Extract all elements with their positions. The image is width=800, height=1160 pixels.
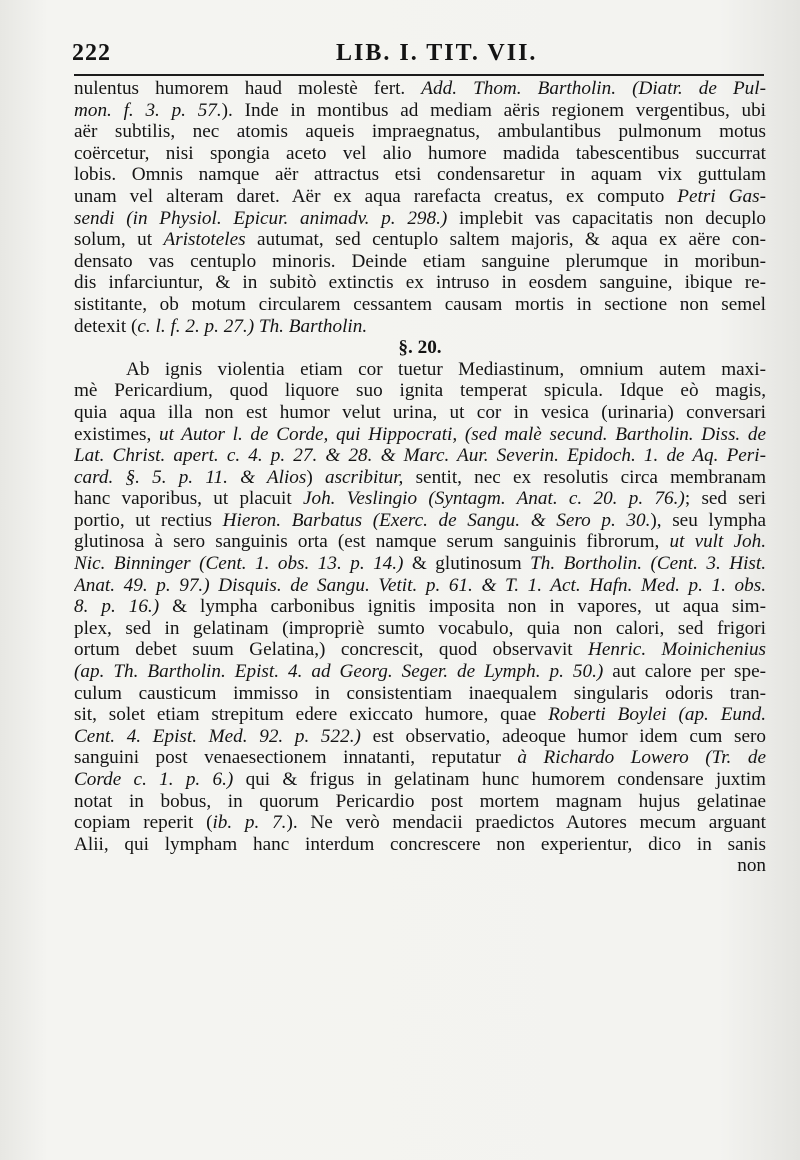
text-line bbox=[74, 812, 766, 834]
text-line bbox=[74, 704, 766, 726]
text-line bbox=[74, 834, 766, 856]
text-line bbox=[74, 618, 766, 640]
text-line bbox=[74, 747, 766, 769]
text-run: §. 20. bbox=[398, 337, 442, 359]
text-line bbox=[74, 164, 766, 186]
text-run: unam vel alteram daret. Aër ex aqua rarefacta creatus, ex computo bbox=[74, 185, 678, 207]
italic-run: ib. p. 7. bbox=[212, 812, 287, 834]
text-line bbox=[74, 488, 766, 510]
italic-run: Henric. Moinichenius bbox=[588, 639, 766, 661]
italic-run: Cent. 4. Epist. Med. 92. p. 522.) bbox=[74, 725, 361, 747]
italic-run: (ap. Th. Bartholin. Epist. 4. ad Georg. Seger. de Lymph. p. 50.) bbox=[74, 661, 604, 683]
italic-run: ut vult Joh. bbox=[669, 531, 766, 553]
text-run: sit, solet etiam strepitum edere exiccato humore, quae bbox=[74, 704, 549, 726]
italic-run: Anat. 49. p. 97.) Disquis. de Sangu. Vetit. p. 61. & T. 1. Act. Hafn. Med. p. 1. obs. bbox=[74, 574, 766, 596]
italic-run: Roberti Boylei (ap. Eund. bbox=[548, 704, 766, 726]
text-line bbox=[74, 445, 766, 467]
text-run: solum, ut bbox=[74, 229, 164, 251]
text-run: mè Pericardium, quod liquore suo ignita temperat spicula. Idque eò magis, bbox=[74, 380, 766, 402]
italic-run: Aristoteles bbox=[163, 229, 246, 251]
text-run: existimes, bbox=[74, 423, 159, 445]
text-run: & lympha carbonibus ignitis imposita non in vapores, ut aqua sim- bbox=[159, 596, 766, 618]
text-run: ) bbox=[306, 466, 325, 488]
italic-run: c. l. f. 2. p. 27.) Th. Bartholin. bbox=[137, 315, 368, 337]
text-run: Alii, qui lympham hanc interdum concrescere non experientur, dico in sanis bbox=[74, 833, 766, 855]
page-header bbox=[72, 34, 762, 74]
text-run: aër subtilis, nec atomis aqueis impraegnatus, ambulantibus pulmonum motus bbox=[74, 121, 766, 143]
italic-run: Hieron. Barbatus (Exerc. de Sangu. & Sero p. 30. bbox=[222, 509, 651, 531]
text-line bbox=[74, 661, 766, 683]
text-run: sistitante, ob motum circularem cessantem causam mortis in sectione non semel bbox=[74, 293, 766, 315]
text-line bbox=[74, 553, 766, 575]
text-line bbox=[74, 251, 766, 273]
text-run: aut calore per spe- bbox=[603, 661, 766, 683]
text-line bbox=[74, 726, 766, 748]
text-line bbox=[74, 424, 766, 446]
text-run: culum causticum immisso in consistentiam inaequalem singularis odoris tran- bbox=[74, 682, 766, 704]
text-line bbox=[74, 467, 766, 489]
italic-run: à Richardo Lowero (Tr. de bbox=[517, 747, 766, 769]
text-run: dis infarciuntur, & in subitò extinctis ex intruso in eosdem sanguine, ibique re- bbox=[74, 272, 766, 294]
text-run: plex, sed in gelatinam (impropriè sumto vocabulo, quia non calori, sed frigori bbox=[74, 617, 766, 639]
text-run: qui & frigus in gelatinam hunc humorem condensare juxtim bbox=[233, 769, 766, 790]
text-line bbox=[74, 78, 766, 100]
text-line bbox=[74, 294, 766, 316]
header-rule bbox=[74, 74, 764, 76]
text-line bbox=[74, 143, 766, 165]
italic-run: 8. p. 16.) bbox=[74, 596, 160, 618]
text-run: ). Ne verò mendacii praedictos Autores mecum arguant bbox=[286, 812, 766, 834]
text-run: ), seu lympha bbox=[650, 509, 766, 531]
text-line bbox=[74, 272, 766, 294]
italic-run: Joh. Veslingio (Syntagm. Anat. c. 20. p. 76.) bbox=[302, 488, 685, 510]
text-line bbox=[74, 229, 766, 251]
text-run: est observatio, adeoque humor idem cum sero bbox=[360, 725, 766, 747]
text-run: Ab ignis violentia etiam cor tuetur Mediastinum, omnium autem maxi- bbox=[126, 358, 766, 380]
text-run: sentit, nec ex resolutis circa membranam bbox=[403, 466, 766, 488]
text-line bbox=[74, 596, 766, 618]
italic-run: Petri Gas- bbox=[677, 185, 766, 207]
italic-run: Th. Bortholin. (Cent. 3. Hist. bbox=[530, 553, 766, 575]
italic-run: ascribitur, bbox=[324, 466, 404, 488]
page-number: 222 bbox=[72, 40, 111, 66]
text-line bbox=[74, 359, 766, 381]
text-line bbox=[74, 639, 766, 661]
text-run: lobis. Omnis namque aër attractus etsi condensaretur in aquam vix guttulam bbox=[74, 164, 766, 186]
italic-run: sendi (in Physiol. Epicur. animadv. p. 298.) bbox=[74, 207, 448, 229]
italic-run: card. §. 5. p. 11. & Alios bbox=[74, 466, 307, 488]
text-line bbox=[74, 316, 766, 338]
text-run: non bbox=[737, 855, 766, 877]
running-head: LIB. I. TIT. VII. bbox=[336, 40, 538, 66]
italic-run: Add. Thom. Bartholin. (Diatr. de Pul- bbox=[421, 78, 766, 99]
text-run: sanguini post venaesectionem innatanti, reputatur bbox=[74, 747, 518, 769]
text-line bbox=[74, 208, 766, 230]
italic-run: Corde c. 1. p. 6.) bbox=[74, 769, 234, 790]
text-run: portio, ut rectius bbox=[74, 509, 223, 531]
text-run: densato vas centuplo minoris. Deinde etiam sanguine plerumque in moribun- bbox=[74, 250, 766, 272]
text-line bbox=[74, 791, 766, 813]
text-line bbox=[74, 531, 766, 553]
text-run: notat in bobus, in quorum Pericardio post mortem magnam hujus gelatinae bbox=[74, 790, 766, 812]
text-run: coërcetur, nisi spongia aceto vel alio humore madida tabescentibus succurrat bbox=[74, 142, 766, 164]
text-run: ; sed seri bbox=[684, 488, 766, 510]
italic-run: Lat. Christ. apert. c. 4. p. 27. & 28. & Marc. Aur. Severin. Epidoch. 1. de Aq. Peri- bbox=[74, 445, 766, 467]
text-run: implebit vas capacitatis non decuplo bbox=[447, 207, 766, 229]
text-run: nulentus humorem haud molestè fert. bbox=[74, 78, 422, 99]
text-line bbox=[74, 402, 766, 424]
body-text bbox=[74, 78, 766, 877]
text-line bbox=[74, 510, 766, 532]
text-line bbox=[74, 683, 766, 705]
text-line bbox=[74, 100, 766, 122]
text-run: ortum debet suum Gelatina,) concrescit, quod observavit bbox=[74, 639, 589, 661]
text-line bbox=[74, 575, 766, 597]
text-run: copiam reperit ( bbox=[74, 812, 213, 834]
text-run: ). Inde in montibus ad mediam aëris regionem vergentibus, ubi bbox=[221, 99, 766, 121]
text-run: & glutinosum bbox=[403, 553, 531, 575]
text-line bbox=[74, 121, 766, 143]
text-line bbox=[74, 380, 766, 402]
italic-run: ut Autor l. de Corde, qui Hippocrati, (sed malè secund. Bartholin. Diss. de bbox=[158, 423, 766, 445]
text-run: autumat, sed centuplo saltem majoris, & aqua ex aëre con- bbox=[245, 229, 766, 251]
text-line bbox=[74, 186, 766, 208]
text-line bbox=[74, 769, 766, 791]
text-run: detexit ( bbox=[74, 315, 138, 337]
text-line bbox=[74, 855, 766, 877]
text-run: glutinosa à sero sanguinis orta (est namque serum sanguinis fibrorum, bbox=[74, 531, 670, 553]
text-run: hanc vaporibus, ut placuit bbox=[74, 488, 303, 510]
text-run: quia aqua illa non est humor velut urina, ut cor in vesica (urinaria) conversari bbox=[74, 401, 766, 423]
italic-run: Nic. Binninger (Cent. 1. obs. 13. p. 14.) bbox=[74, 553, 404, 575]
section-heading bbox=[74, 337, 766, 359]
italic-run: mon. f. 3. p. 57. bbox=[74, 99, 222, 121]
